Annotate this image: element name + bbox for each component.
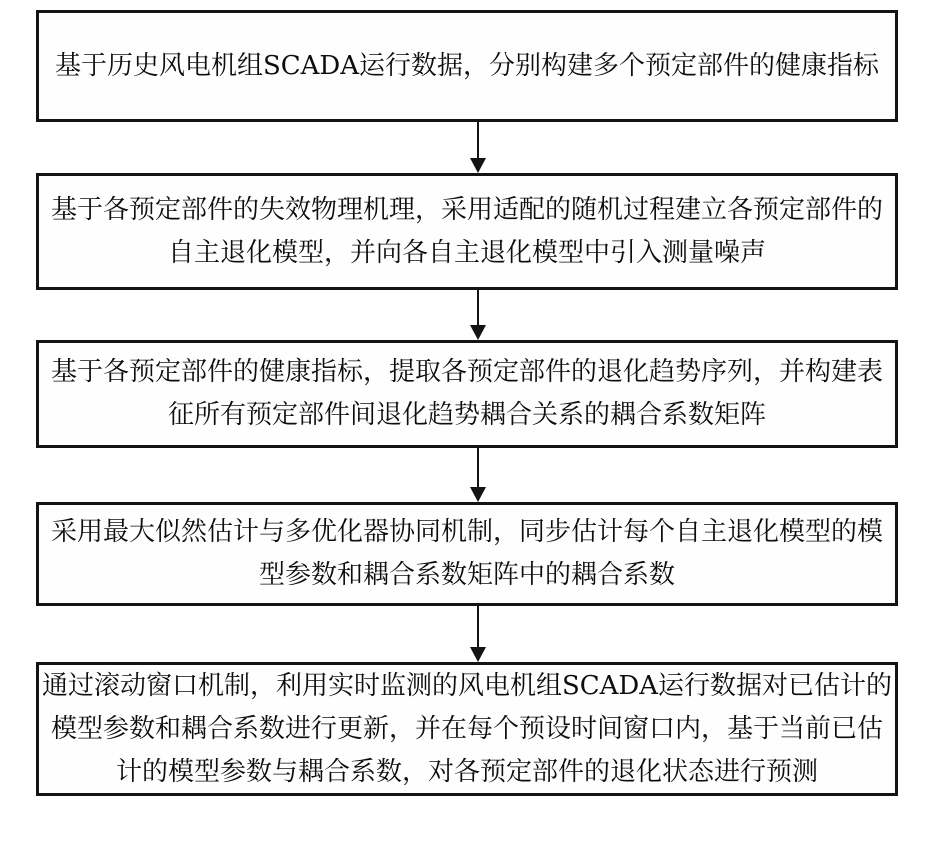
connector-arrow-3 <box>470 448 486 502</box>
arrow-head-icon <box>470 647 486 662</box>
flow-step-5-text-line-3: 计的模型参数与耦合系数，对各预定部件的退化状态进行预测 <box>115 756 818 787</box>
flow-step-4 <box>36 502 898 606</box>
flow-step-5 <box>36 662 898 796</box>
flow-step-2-text-line-2: 自主退化模型，并向各自主退化模型中引入测量噪声 <box>167 237 766 268</box>
flow-step-4-text-line-2: 型参数和耦合系数矩阵中的耦合系数 <box>258 560 675 590</box>
arrow-head-icon <box>470 487 486 502</box>
flow-step-2-text-line-1: 基于各预定部件的失效物理机理，采用适配的随机过程建立各预定部件的 <box>50 194 883 225</box>
arrow-shaft <box>477 290 479 326</box>
flow-step-3 <box>36 340 898 448</box>
connector-arrow-2 <box>470 290 486 340</box>
arrow-head-icon <box>470 325 486 340</box>
flow-step-5-text-line-1: 通过滚动窗口机制，利用实时监测的风电机组SCADA运行数据对已估计的 <box>41 670 893 701</box>
connector-arrow-1 <box>470 122 486 173</box>
flow-step-5-text-line-2: 模型参数和耦合系数进行更新，并在每个预设时间窗口内，基于当前已估 <box>50 713 883 744</box>
flow-step-4-text-line-1: 采用最大似然估计与多优化器协同机制，同步估计每个自主退化模型的模 <box>50 517 883 547</box>
flow-step-3-text-line-2: 征所有预定部件间退化趋势耦合关系的耦合系数矩阵 <box>167 400 766 430</box>
arrow-shaft <box>477 122 479 159</box>
arrow-shaft <box>477 448 479 488</box>
arrow-shaft <box>477 606 479 648</box>
arrow-head-icon <box>470 158 486 173</box>
flow-step-3-text-line-1: 基于各预定部件的健康指标，提取各预定部件的退化趋势序列，并构建表 <box>50 357 883 387</box>
connector-arrow-4 <box>470 606 486 662</box>
flow-step-1 <box>36 10 898 122</box>
flow-step-1-text-line-1: 基于历史风电机组SCADA运行数据，分别构建多个预定部件的健康指标 <box>54 50 880 81</box>
flow-step-2 <box>36 173 898 290</box>
